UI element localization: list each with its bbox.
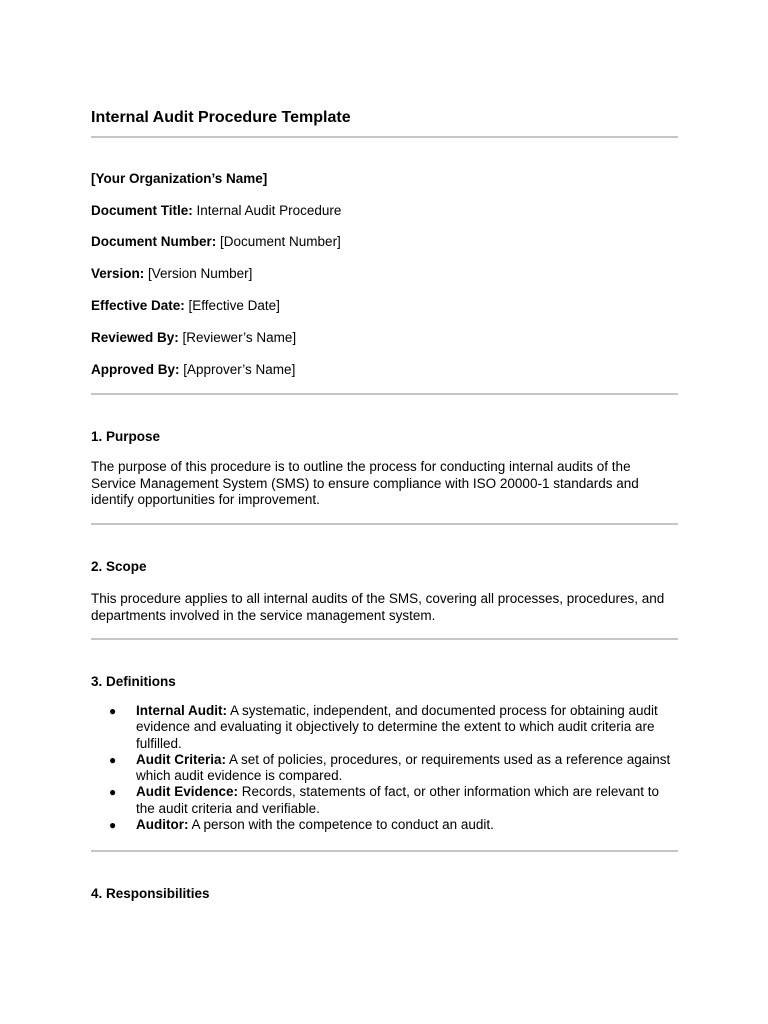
definition-term: Auditor: (136, 817, 189, 833)
definition-term: Internal Audit: (136, 703, 227, 718)
list-item (91, 703, 678, 752)
purpose-heading: 1. Purpose (91, 429, 161, 444)
title-divider (91, 136, 678, 138)
bullet-icon: ● (109, 818, 117, 833)
definition-text: A systematic, independent, and documented process for obtaining audit evidence and evaluating it objectively to determine the extent to which audit criteria are fulfilled. (136, 703, 658, 751)
field-effective-date (91, 298, 280, 314)
list-item (91, 752, 678, 785)
section-divider (91, 850, 678, 852)
field-approved-by (91, 362, 295, 378)
definition-text: A set of policies, procedures, or requirements used as a reference against which audit evidence is compared. (136, 751, 671, 784)
document-title: Internal Audit Procedure Template (91, 109, 351, 126)
field-value: [Version Number] (144, 266, 253, 281)
organization-name-text: [Your Organization’s Name] (91, 171, 268, 186)
field-value: [Effective Date] (184, 298, 280, 313)
scope-heading: 2. Scope (91, 559, 147, 574)
definitions-heading: 3. Definitions (91, 674, 176, 689)
field-value: [Approver’s Name] (179, 362, 296, 377)
list-item (91, 817, 678, 833)
field-document-number (91, 234, 341, 250)
field-label: Version: (91, 266, 145, 281)
field-reviewed-by (91, 330, 296, 346)
bullet-icon: ● (109, 704, 117, 718)
definition-text: Records, statements of fact, or other information which are relevant to the audit criteria and verifiable. (136, 784, 659, 816)
field-version (91, 266, 252, 282)
definition-text: A person with the competence to conduct an audit. (188, 817, 494, 833)
scope-body: This procedure applies to all internal audits of the SMS, covering all processes, procedures, and departments involved in the service management system. (91, 591, 665, 623)
responsibilities-heading: 4. Responsibilities (91, 886, 210, 901)
definitions-list (91, 703, 678, 833)
section-divider (91, 638, 678, 640)
field-value: [Document Number] (216, 234, 341, 249)
section-divider (91, 393, 678, 395)
definition-term: Audit Criteria: (136, 751, 227, 767)
section-divider (91, 523, 678, 525)
field-label: Reviewed By: (91, 330, 179, 345)
field-value: [Reviewer’s Name] (178, 330, 297, 345)
list-item (91, 784, 678, 817)
purpose-body: The purpose of this procedure is to outline the process for conducting internal audits of the Service Management System (SMS) to ensure compliance with ISO 20000-1 standards and identify opportunities for improvement. (91, 459, 639, 507)
field-label: Document Title: (91, 203, 193, 218)
field-label: Effective Date: (91, 298, 185, 313)
field-label: Approved By: (91, 362, 180, 377)
field-value: Internal Audit Procedure (192, 203, 342, 218)
bullet-icon: ● (109, 752, 117, 767)
organization-name (91, 171, 267, 187)
definition-term: Audit Evidence: (136, 784, 239, 800)
bullet-icon: ● (109, 785, 117, 800)
field-label: Document Number: (91, 234, 217, 249)
field-document-title (91, 203, 341, 219)
